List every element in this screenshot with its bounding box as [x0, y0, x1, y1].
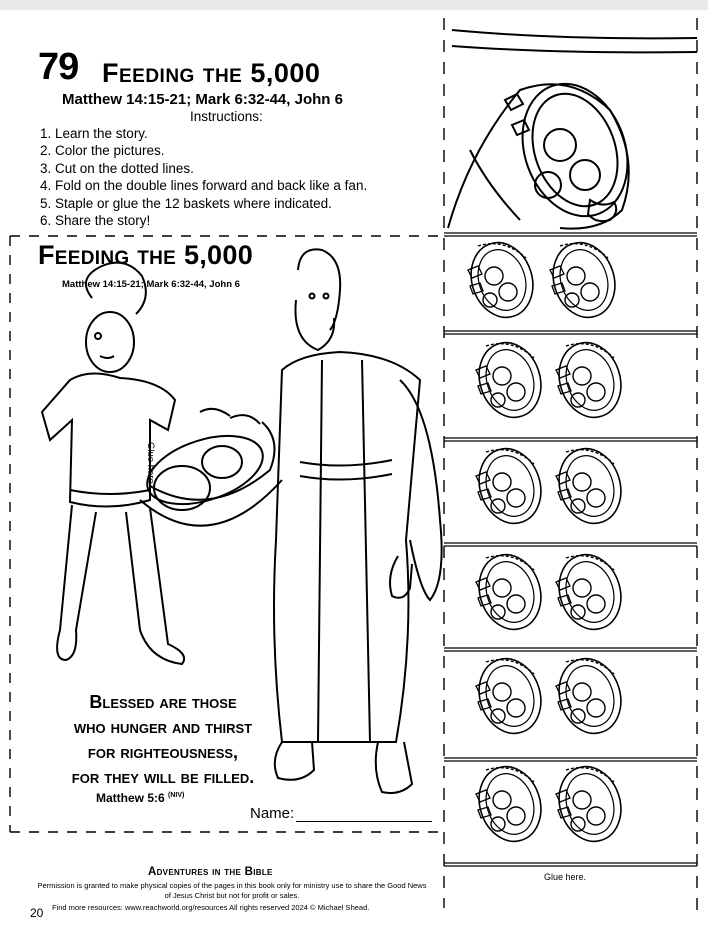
panel-scripture-reference: Matthew 14:15-21; Mark 6:32-44, John 6	[62, 279, 240, 290]
instruction-item: 4. Fold on the double lines forward and back like a fan.	[40, 178, 368, 194]
instructions-heading: Instructions:	[190, 109, 263, 124]
instruction-item: 1. Learn the story.	[40, 126, 148, 141]
resources-notice: Find more resources: www.reachworld.org/resources All rights reserved 2024 © Michael Shead.	[52, 903, 370, 912]
verse-line: Blessed are those	[89, 692, 237, 712]
basket-row-2	[470, 335, 631, 426]
scripture-reference: Matthew 14:15-21; Mark 6:32-44, John 6	[62, 91, 343, 108]
name-field[interactable]	[250, 805, 432, 822]
basket-row-5	[470, 651, 631, 742]
instruction-item: 3. Cut on the dotted lines.	[40, 160, 194, 176]
memory-verse	[28, 690, 298, 790]
name-label: Name:	[250, 805, 295, 822]
verse-line: who hunger and thirst	[73, 717, 253, 737]
basket-row-6	[470, 759, 631, 850]
basket-row-3	[470, 441, 631, 532]
verse-reference	[96, 791, 184, 805]
verse-line: for they will be filled.	[71, 767, 255, 787]
page-title: Feeding the 5,000	[102, 58, 321, 88]
instruction-item: 6. Share the story!	[40, 213, 151, 229]
basket-row-1	[462, 235, 625, 326]
page-number: 20	[30, 906, 44, 920]
large-basket-illustration	[448, 30, 697, 231]
strip-glue-label: Glue here.	[544, 872, 587, 882]
verse-reference-text: Matthew 5:6	[96, 791, 165, 805]
lesson-number: 79	[38, 46, 79, 88]
verse-line: for righteousness,	[87, 742, 239, 762]
instruction-item: 5. Staple or glue the 12 baskets where indicated.	[40, 195, 332, 211]
instruction-item: 2. Color the pictures.	[40, 143, 165, 159]
name-blank-line[interactable]	[296, 807, 432, 822]
panel-title: Feeding the 5,000	[38, 240, 254, 270]
instructions-list	[40, 125, 367, 229]
permission-notice: Permission is granted to make physical copies of the pages in this book only for ministry use to share the Good News of Jesus Christ but not for profit or sales.	[37, 881, 427, 900]
basket-row-4	[470, 547, 631, 638]
series-title: Adventures in the Bible	[148, 866, 273, 878]
glue-here-label: Glue here	[145, 442, 156, 484]
verse-version: (NIV)	[168, 792, 185, 799]
